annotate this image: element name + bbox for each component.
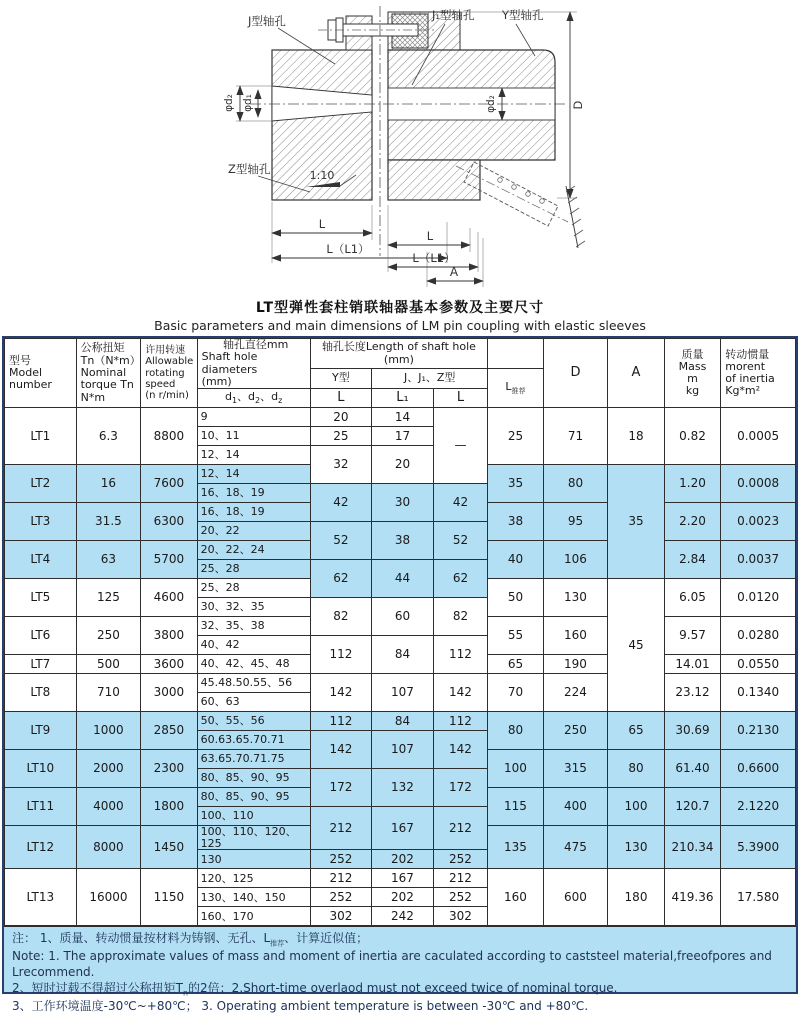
y-hole-label: Y型轴孔 xyxy=(502,8,544,22)
yL-cell: 302 xyxy=(310,907,372,926)
A-cell: 65 xyxy=(608,712,664,750)
mass-cell: 2.84 xyxy=(664,541,720,579)
yL-cell: 62 xyxy=(310,560,372,598)
header-model-cn: 型号 xyxy=(9,353,31,367)
j-hole-label: J型轴孔 xyxy=(248,14,286,28)
mass-cell: 6.05 xyxy=(664,579,720,617)
D-cell: 95 xyxy=(543,503,608,541)
mass-cell: 120.7 xyxy=(664,788,720,826)
L1-cell: 38 xyxy=(372,522,434,560)
jzL-cell: 172 xyxy=(433,769,488,807)
dia-cell: 50、55、56 xyxy=(197,712,310,731)
jzL-cell: 42 xyxy=(433,484,488,522)
header-D: D xyxy=(543,339,608,408)
speed-cell: 3800 xyxy=(141,617,197,655)
model-cell: LT9 xyxy=(5,712,77,750)
header-lr-spacer xyxy=(488,339,543,369)
model-cell: LT6 xyxy=(5,617,77,655)
D-cell: 106 xyxy=(543,541,608,579)
table-row xyxy=(5,674,796,693)
L1-cell: 202 xyxy=(372,888,434,907)
L1-cell: 84 xyxy=(372,636,434,674)
lr-cell: 25 xyxy=(488,408,543,465)
torque-cell: 4000 xyxy=(76,788,141,826)
inertia-cell: 0.2130 xyxy=(721,712,796,750)
speed-cell: 5700 xyxy=(141,541,197,579)
z-hole-label: Z型轴孔 xyxy=(228,162,271,176)
L1-cell: 202 xyxy=(372,850,434,869)
inertia-cell: 0.0550 xyxy=(721,655,796,674)
inertia-cell: 0.0280 xyxy=(721,617,796,655)
header-shaft-length-group: 轴孔长度Length of shaft hole (mm) xyxy=(310,339,488,369)
table-row xyxy=(5,712,796,731)
mass-cell: 23.12 xyxy=(664,674,720,712)
L1-cell: 14 xyxy=(372,408,434,427)
sleeve-ring xyxy=(540,199,545,204)
lr-cell: 100 xyxy=(488,750,543,788)
table-row xyxy=(5,408,796,427)
model-cell: LT1 xyxy=(5,408,77,465)
dia-cell: 80、85、90、95 xyxy=(197,788,310,807)
dia-cell: 16、18、19 xyxy=(197,503,310,522)
speed-cell: 1150 xyxy=(141,869,197,926)
jzL-cell: 112 xyxy=(433,636,488,674)
note-line-1: 注： 1、质量、转动惯量按材料为铸钢、无孔、$L_{推荐}$、计算近似值； xyxy=(12,931,369,948)
model-cell: LT8 xyxy=(5,674,77,712)
dia-cell: 32、35、38 xyxy=(197,617,310,636)
right-hub-lower xyxy=(388,160,480,200)
dia-cell: 40、42、45、48 xyxy=(197,655,310,674)
speed-cell: 4600 xyxy=(141,579,197,617)
inertia-cell: 0.0037 xyxy=(721,541,796,579)
dia-cell: 9 xyxy=(197,408,310,427)
speed-cell: 7600 xyxy=(141,465,197,503)
lr-cell: 135 xyxy=(488,826,543,869)
L1-cell: 84 xyxy=(372,712,434,731)
dim-L-left-label: L xyxy=(318,217,326,231)
yL-cell: 42 xyxy=(310,484,372,522)
jzL-cell: 62 xyxy=(433,560,488,598)
mass-cell: 419.36 xyxy=(664,869,720,926)
header-model-en1: Model xyxy=(9,365,43,379)
taper-label: 1:10 xyxy=(309,169,335,182)
dia-cell: 40、42 xyxy=(197,636,310,655)
yL-cell: 212 xyxy=(310,807,372,850)
L1-cell: 107 xyxy=(372,674,434,712)
jzL-cell: 212 xyxy=(433,869,488,888)
header-speed: 许用转速 Allowable rotating speed (n r/min) xyxy=(141,339,197,408)
lr-cell: 65 xyxy=(488,655,543,674)
lr-cell: 35 xyxy=(488,465,543,503)
A-cell: 80 xyxy=(608,750,664,788)
dia-cell: 160、170 xyxy=(197,907,310,926)
straight-bore xyxy=(388,88,555,120)
header-L1: L₁ xyxy=(372,389,434,408)
dia-cell: 45.48.50.55、56 xyxy=(197,674,310,693)
table-row xyxy=(5,869,796,888)
sleeve-ring xyxy=(498,178,503,183)
ground-hatch xyxy=(566,186,585,247)
note-line-2: Note: 1. The approximate values of mass and moment of inertia are caculated according to caststeel material,freeofpores and Lrecommend. xyxy=(12,948,772,979)
A-cell: 100 xyxy=(608,788,664,826)
header-inertia: 转动惯量 morent of inertia Kg*m² xyxy=(721,339,796,408)
D-cell: 71 xyxy=(543,408,608,465)
dia-cell: 25、28 xyxy=(197,579,310,598)
L1-cell: 167 xyxy=(372,807,434,850)
header-d-symbols: $d_1$、$d_2$、$d_z$ xyxy=(197,389,310,408)
inertia-cell: 0.0120 xyxy=(721,579,796,617)
mass-cell: 61.40 xyxy=(664,750,720,788)
inertia-cell: 0.0023 xyxy=(721,503,796,541)
yL-cell: 252 xyxy=(310,850,372,869)
torque-cell: 6.3 xyxy=(76,408,141,465)
dia-cell: 20、22、24 xyxy=(197,541,310,560)
dim-d2-left-label: φd₂ xyxy=(223,94,235,112)
dia-cell: 25、28 xyxy=(197,560,310,579)
dia-cell: 30、32、35 xyxy=(197,598,310,617)
dia-cell: 20、22 xyxy=(197,522,310,541)
notes-block xyxy=(4,926,796,1013)
A-cell: 18 xyxy=(608,408,664,465)
coupling-section-drawing xyxy=(0,0,800,295)
torque-cell: 16000 xyxy=(76,869,141,926)
L1-cell: 132 xyxy=(372,769,434,807)
j1-hole-label: J₁型轴孔 xyxy=(432,8,475,22)
inertia-cell: 0.1340 xyxy=(721,674,796,712)
model-cell: LT12 xyxy=(5,826,77,869)
jzL-cell: 302 xyxy=(433,907,488,926)
D-cell: 315 xyxy=(543,750,608,788)
header-model-en2: number xyxy=(9,378,52,392)
jzL-cell: 142 xyxy=(433,674,488,712)
yL-cell: 212 xyxy=(310,869,372,888)
header-torque: 公称扭矩 Tn（N*m） Nominal torque Tn N*m xyxy=(76,339,141,408)
parameters-table xyxy=(4,338,796,926)
D-cell: 80 xyxy=(543,465,608,503)
header-A: A xyxy=(608,339,664,408)
inertia-cell: 0.0008 xyxy=(721,465,796,503)
lr-cell: 160 xyxy=(488,869,543,926)
inertia-cell: 2.1220 xyxy=(721,788,796,826)
model-cell: LT4 xyxy=(5,541,77,579)
yL-cell: 252 xyxy=(310,888,372,907)
lr-cell: 50 xyxy=(488,579,543,617)
jzL-cell: 142 xyxy=(433,731,488,769)
jzL-cell: 252 xyxy=(433,888,488,907)
A-cell: 45 xyxy=(608,579,664,712)
inertia-cell: 17.580 xyxy=(721,869,796,926)
dia-cell: 16、18、19 xyxy=(197,484,310,503)
D-cell: 130 xyxy=(543,579,608,617)
torque-cell: 2000 xyxy=(76,750,141,788)
D-cell: 250 xyxy=(543,712,608,750)
dim-d1-label: φd₁ xyxy=(242,94,254,112)
torque-cell: 710 xyxy=(76,674,141,712)
mass-cell: 210.34 xyxy=(664,826,720,869)
jzL-cell: 112 xyxy=(433,712,488,731)
dia-cell: 130、140、150 xyxy=(197,888,310,907)
torque-cell: 250 xyxy=(76,617,141,655)
D-cell: 475 xyxy=(543,826,608,869)
speed-cell: 1800 xyxy=(141,788,197,826)
dia-cell: 12、14 xyxy=(197,446,310,465)
torque-cell: 500 xyxy=(76,655,141,674)
speed-cell: 3000 xyxy=(141,674,197,712)
lr-cell: 55 xyxy=(488,617,543,655)
dia-cell: 60.63.65.70.71 xyxy=(197,731,310,750)
dia-cell: 100、110、120、125 xyxy=(197,826,310,850)
lr-cell: 80 xyxy=(488,712,543,750)
dim-D-label: D xyxy=(571,100,585,110)
table-frame xyxy=(2,336,798,1013)
mass-cell: 14.01 xyxy=(664,655,720,674)
D-cell: 160 xyxy=(543,617,608,655)
note-line-4: 3、工作环境温度-30℃~+80℃； 3. Operating ambient temperature is between -30℃ and +80℃. xyxy=(12,998,589,1013)
yL-cell: 25 xyxy=(310,427,372,446)
L1-cell: 107 xyxy=(372,731,434,769)
D-cell: 600 xyxy=(543,869,608,926)
A-cell: 180 xyxy=(608,869,664,926)
model-cell: LT7 xyxy=(5,655,77,674)
yL-cell: 172 xyxy=(310,769,372,807)
A-cell: 130 xyxy=(608,826,664,869)
dia-cell: 63.65.70.71.75 xyxy=(197,750,310,769)
header-L-y: L xyxy=(310,389,372,408)
dia-cell: 80、85、90、95 xyxy=(197,769,310,788)
mass-cell: 1.20 xyxy=(664,465,720,503)
mass-cell: 9.57 xyxy=(664,617,720,655)
header-l-recommended: $L_{推荐}$ xyxy=(488,369,543,408)
dia-cell: 100、110 xyxy=(197,807,310,826)
L1-cell: 242 xyxy=(372,907,434,926)
jzL-cell: — xyxy=(433,408,488,484)
yL-cell: 32 xyxy=(310,446,372,484)
L1-cell: 167 xyxy=(372,869,434,888)
model-cell: LT3 xyxy=(5,503,77,541)
mass-cell: 0.82 xyxy=(664,408,720,465)
mass-cell: 2.20 xyxy=(664,503,720,541)
mass-cell: 30.69 xyxy=(664,712,720,750)
lr-cell: 38 xyxy=(488,503,543,541)
table-title-en: Basic parameters and main dimensions of LM pin coupling with elastic sleeves xyxy=(154,318,646,333)
sleeve-ring xyxy=(526,192,531,197)
yL-cell: 142 xyxy=(310,731,372,769)
dim-L-right-label: L xyxy=(426,229,434,243)
yL-cell: 52 xyxy=(310,522,372,560)
note-line-3: 2、短时过载不得超过公称扭矩$T_n$的2倍；2.Short-time overlaod must not exceed twice of nominal torque. xyxy=(12,980,618,998)
L1-cell: 17 xyxy=(372,427,434,446)
header-jz-type: J、J₁、Z型 xyxy=(372,369,488,389)
torque-cell: 125 xyxy=(76,579,141,617)
sleeve-ring xyxy=(512,185,517,190)
table-title-cn: LT型弹性套柱销联轴器基本参数及主要尺寸 xyxy=(255,300,545,316)
ground-line xyxy=(566,186,578,248)
header-L-jz: L xyxy=(433,389,488,408)
dia-cell: 120、125 xyxy=(197,869,310,888)
inertia-cell: 0.0005 xyxy=(721,408,796,465)
model-cell: LT2 xyxy=(5,465,77,503)
inertia-cell: 5.3900 xyxy=(721,826,796,869)
lr-cell: 40 xyxy=(488,541,543,579)
dia-cell: 10、11 xyxy=(197,427,310,446)
torque-cell: 63 xyxy=(76,541,141,579)
speed-cell: 6300 xyxy=(141,503,197,541)
header-y-type: Y型 xyxy=(310,369,372,389)
torque-cell: 8000 xyxy=(76,826,141,869)
header-mass: 质量 Mass m kg xyxy=(664,339,720,408)
dim-A-label: A xyxy=(449,265,459,279)
dim-LL1-left-label: L（L1） xyxy=(326,242,370,256)
lr-cell: 70 xyxy=(488,674,543,712)
torque-cell: 31.5 xyxy=(76,503,141,541)
model-cell: LT5 xyxy=(5,579,77,617)
speed-cell: 2850 xyxy=(141,712,197,750)
L1-cell: 20 xyxy=(372,446,434,484)
D-cell: 224 xyxy=(543,674,608,712)
jzL-cell: 52 xyxy=(433,522,488,560)
speed-cell: 1450 xyxy=(141,826,197,869)
dim-LL1-right-label: L（L1） xyxy=(412,251,456,265)
model-cell: LT13 xyxy=(5,869,77,926)
dia-cell: 130 xyxy=(197,850,310,869)
yL-cell: 112 xyxy=(310,712,372,731)
torque-cell: 16 xyxy=(76,465,141,503)
A-cell: 35 xyxy=(608,465,664,579)
model-cell: LT11 xyxy=(5,788,77,826)
L1-cell: 60 xyxy=(372,598,434,636)
D-cell: 190 xyxy=(543,655,608,674)
dim-d2-right-label: φd₂ xyxy=(485,95,497,113)
technical-drawing xyxy=(0,0,800,295)
speed-cell: 3600 xyxy=(141,655,197,674)
torque-cell: 1000 xyxy=(76,712,141,750)
L1-cell: 30 xyxy=(372,484,434,522)
jzL-cell: 212 xyxy=(433,807,488,850)
D-cell: 400 xyxy=(543,788,608,826)
dia-cell: 60、63 xyxy=(197,693,310,712)
header-shaft-dia: 轴孔直径mm Shaft hole diameters (mm) xyxy=(197,339,310,389)
yL-cell: 142 xyxy=(310,674,372,712)
speed-cell: 8800 xyxy=(141,408,197,465)
yL-cell: 112 xyxy=(310,636,372,674)
yL-cell: 82 xyxy=(310,598,372,636)
yL-cell: 20 xyxy=(310,408,372,427)
model-cell: LT10 xyxy=(5,750,77,788)
speed-cell: 2300 xyxy=(141,750,197,788)
dia-cell: 12、14 xyxy=(197,465,310,484)
lr-cell: 115 xyxy=(488,788,543,826)
jzL-cell: 252 xyxy=(433,850,488,869)
header-model xyxy=(5,339,77,408)
L1-cell: 44 xyxy=(372,560,434,598)
jzL-cell: 82 xyxy=(433,598,488,636)
inertia-cell: 0.6600 xyxy=(721,750,796,788)
